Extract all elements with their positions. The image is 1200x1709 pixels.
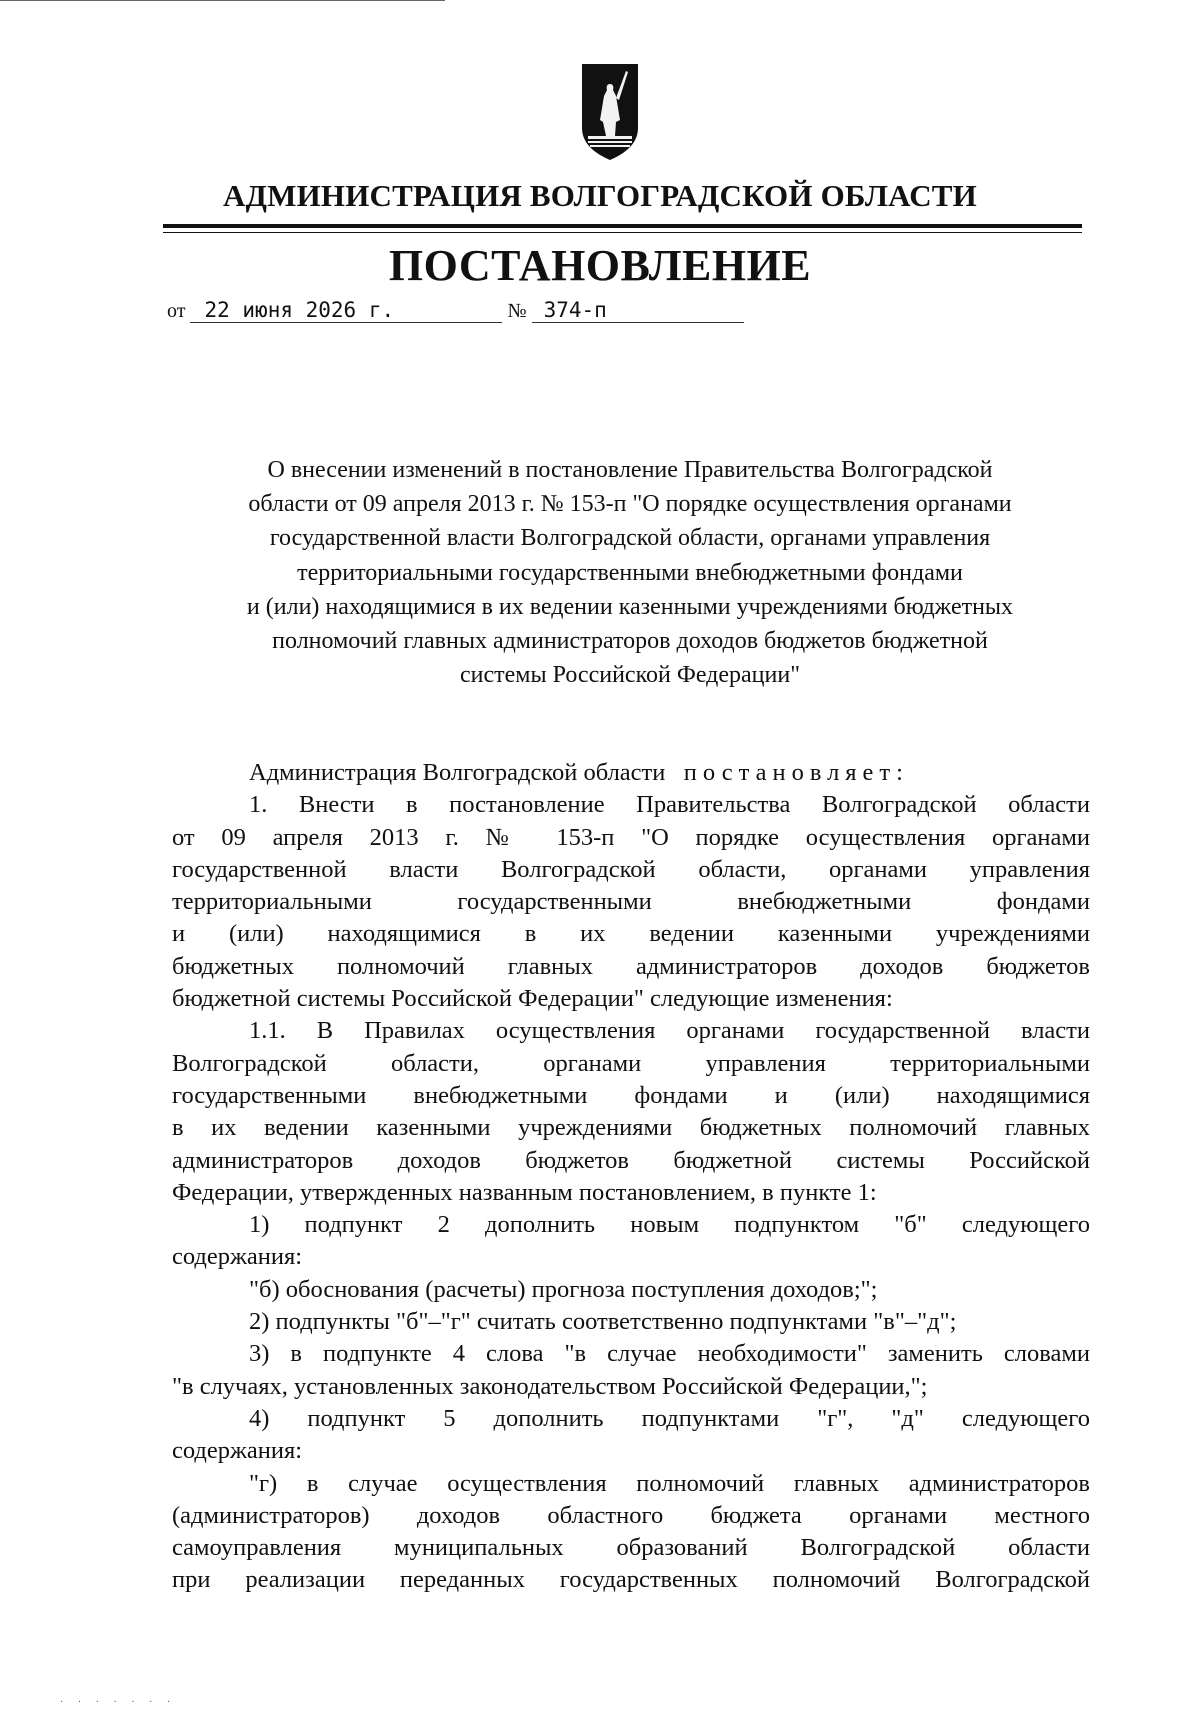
body-line: при реализации переданных государственных полномочий Волгоградской: [172, 1566, 1090, 1594]
body-line: 4) подпункт 5 дополнить подпунктами "г", "д" следующего: [249, 1404, 1090, 1432]
body-line: Федерации, утвержденных названным постановлением, в пункте 1:: [172, 1178, 877, 1206]
subject-line: полномочий главных администраторов доходов бюджетов бюджетной: [272, 628, 988, 655]
body-line: самоуправления муниципальных образований Волгоградской области: [172, 1534, 1090, 1562]
decree-word: постановляет:: [683, 759, 909, 786]
body-line: 1. Внести в постановление Правительства Волгоградской области: [249, 791, 1090, 819]
organization-title: АДМИНИСТРАЦИЯ ВОЛГОГРАДСКОЙ ОБЛАСТИ: [223, 178, 977, 213]
subject-line: территориальными государственными внебюджетными фондами: [297, 559, 963, 586]
document-subject: [170, 453, 1090, 692]
body-line: 3) в подпункте 4 слова "в случае необходимости" заменить словами: [249, 1340, 1090, 1368]
body-line: государственными внебюджетными фондами и (или) находящимися: [172, 1081, 1090, 1109]
body-line: от 09 апреля 2013 г. № 153-п "О порядке осуществления органами: [172, 823, 1090, 851]
preamble-line: [172, 757, 1090, 789]
body-line: и (или) находящимися в их ведении казенными учреждениями: [172, 920, 1090, 948]
body-line: "б) обоснования (расчеты) прогноза поступления доходов;";: [249, 1275, 878, 1303]
body-line: 1.1. В Правилах осуществления органами государственной власти: [249, 1017, 1090, 1045]
scan-artifact: · · · · · · ·: [60, 1697, 177, 1708]
document-date: 22 июня 2026 г.: [190, 298, 502, 323]
body-line: в их ведении казенными учреждениями бюджетных полномочий главных: [172, 1114, 1090, 1142]
body-line: содержания:: [172, 1243, 303, 1271]
body-line: Волгоградской области, органами управления территориальными: [172, 1049, 1090, 1077]
date-number-line: [167, 298, 744, 323]
body-line: "г) в случае осуществления полномочий главных администраторов: [249, 1469, 1090, 1497]
body-line: бюджетных полномочий главных администраторов доходов бюджетов: [172, 952, 1090, 980]
body-line: государственной власти Волгоградской области, органами управления: [172, 855, 1090, 883]
number-prefix: №: [507, 300, 527, 322]
preamble-text: Администрация Волгоградской области: [249, 759, 666, 786]
header-double-rule: [163, 224, 1082, 233]
body-line: (администраторов) доходов областного бюджета органами местного: [172, 1501, 1090, 1529]
subject-line: государственной власти Волгоградской области, органами управления: [269, 525, 991, 552]
scan-top-edge: [0, 0, 445, 1]
body-line: содержания:: [172, 1437, 303, 1465]
body-line: территориальными государственными внебюджетными фондами: [172, 888, 1090, 916]
subject-line: области от 09 апреля 2013 г. № 153-п "О порядке осуществления органами: [248, 491, 1012, 518]
subject-line: О внесении изменений в постановление Правительства Волгоградской: [267, 457, 993, 483]
document-type-title: ПОСТАНОВЛЕНИЕ: [388, 241, 812, 290]
document-number: 374-п: [532, 298, 744, 323]
subject-line: системы Российской Федерации": [459, 662, 801, 689]
date-prefix: от: [167, 300, 186, 322]
body-line: бюджетной системы Российской Федерации" следующие изменения:: [172, 985, 893, 1013]
body-line: 1) подпункт 2 дополнить новым подпунктом "б" следующего: [249, 1211, 1090, 1239]
subject-line: и (или) находящимися в их ведении казенными учреждениями бюджетных: [246, 593, 1014, 620]
body-line: 2) подпункты "б"–"г" считать соответственно подпунктами "в"–"д";: [249, 1308, 957, 1336]
coat-of-arms-icon: [580, 62, 640, 164]
document-body: [172, 757, 1090, 1597]
body-line: администраторов доходов бюджетов бюджетной системы Российской: [172, 1146, 1090, 1174]
body-line: "в случаях, установленных законодательством Российской Федерации,";: [172, 1372, 928, 1400]
